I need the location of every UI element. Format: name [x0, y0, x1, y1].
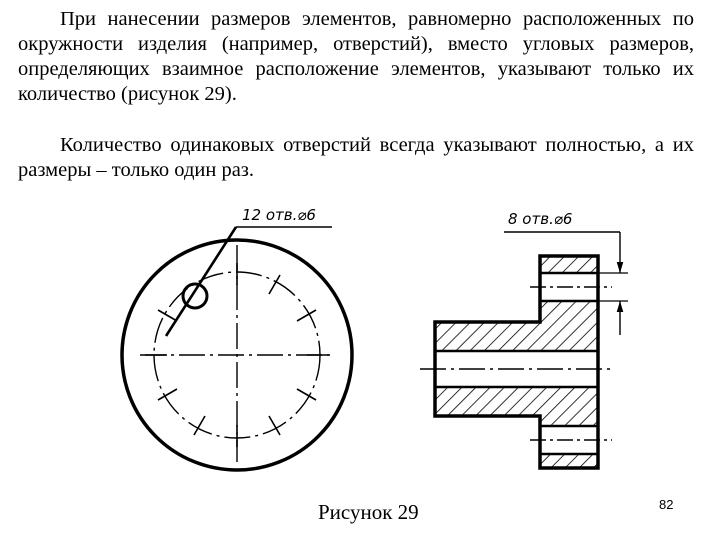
figure-caption: Рисунок 29: [318, 500, 419, 524]
page-number: 82: [659, 497, 674, 512]
right-hole-label: 8 отв.⌀6: [508, 210, 573, 228]
circle-view: [122, 227, 352, 470]
paragraph-2: Количество одинаковых отверстий всегда указывают полностью, а их размеры – только один раз.: [18, 134, 694, 181]
paragraph-1: При нанесении размеров элементов, равномерно расположенных по окружности изделия (например, отверстий), вместо угловых размеров, определяющих взаимное расположение элементов, указывают только их количество (рисунок 29).: [18, 8, 694, 105]
leader-line: [166, 227, 236, 336]
left-hole-label: 12 отв.⌀6: [242, 206, 316, 224]
section-view: [420, 232, 628, 468]
